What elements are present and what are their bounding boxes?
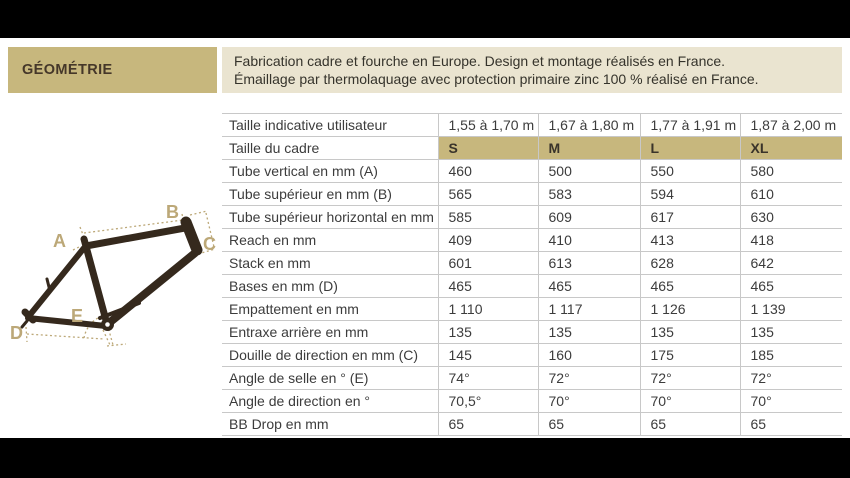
- row-value: 628: [640, 252, 740, 275]
- row-value: 74°: [438, 367, 538, 390]
- row-label: Douille de direction en mm (C): [222, 344, 438, 367]
- row-value: 585: [438, 206, 538, 229]
- row-value: 617: [640, 206, 740, 229]
- row-value: 594: [640, 183, 740, 206]
- row-value: 185: [740, 344, 842, 367]
- row-value: 583: [538, 183, 640, 206]
- row-label: Angle de selle en ° (E): [222, 367, 438, 390]
- row-value: 1 110: [438, 298, 538, 321]
- row-value: 465: [740, 275, 842, 298]
- bottom-black-bar: [0, 438, 850, 478]
- row-value: 550: [640, 160, 740, 183]
- row-label: Reach en mm: [222, 229, 438, 252]
- section-title: GÉOMÉTRIE: [22, 62, 113, 78]
- bike-frame-diagram: [0, 180, 225, 350]
- table-row-user-size: [222, 114, 842, 137]
- description-line-2: Émaillage par thermolaquage avec protection primaire zinc 100 % réalisé en France.: [234, 71, 759, 87]
- row-label: Tube supérieur en mm (B): [222, 183, 438, 206]
- row-value: 1,55 à 1,70 m: [438, 114, 538, 137]
- top-black-bar: [0, 0, 850, 38]
- geometry-table: [222, 113, 842, 436]
- row-value: 70,5°: [438, 390, 538, 413]
- diagram-label-e: E: [71, 306, 84, 326]
- frame-outline: [22, 222, 197, 331]
- row-value: 160: [538, 344, 640, 367]
- row-value: 610: [740, 183, 842, 206]
- row-label: Empattement en mm: [222, 298, 438, 321]
- row-value: 72°: [740, 367, 842, 390]
- row-label: Entraxe arrière en mm: [222, 321, 438, 344]
- table-row: [222, 413, 842, 436]
- section-title-box: [8, 47, 217, 93]
- table-row: [222, 321, 842, 344]
- row-value: 565: [438, 183, 538, 206]
- row-value: 460: [438, 160, 538, 183]
- row-value: 135: [640, 321, 740, 344]
- row-value: 1 126: [640, 298, 740, 321]
- row-value: 418: [740, 229, 842, 252]
- frame-size-cell: S: [438, 137, 538, 160]
- description-line-1: Fabrication cadre et fourche en Europe. Design et montage réalisés en France.: [234, 53, 726, 69]
- fabrication-description-box: [222, 47, 842, 93]
- row-value: 1,77 à 1,91 m: [640, 114, 740, 137]
- table-row-frame-size: [222, 137, 842, 160]
- row-value: 72°: [538, 367, 640, 390]
- table-row: [222, 298, 842, 321]
- row-value: 145: [438, 344, 538, 367]
- table-row: [222, 367, 842, 390]
- row-value: 1,67 à 1,80 m: [538, 114, 640, 137]
- row-value: 409: [438, 229, 538, 252]
- row-label: Tube supérieur horizontal en mm: [222, 206, 438, 229]
- frame-size-cell: M: [538, 137, 640, 160]
- row-value: 413: [640, 229, 740, 252]
- row-value: 135: [538, 321, 640, 344]
- row-label: Bases en mm (D): [222, 275, 438, 298]
- frame-size-cell: L: [640, 137, 740, 160]
- row-value: 70°: [538, 390, 640, 413]
- table-row: [222, 206, 842, 229]
- table-row: [222, 160, 842, 183]
- row-value: 70°: [640, 390, 740, 413]
- row-label: Taille du cadre: [222, 137, 438, 160]
- row-label: Taille indicative utilisateur: [222, 114, 438, 137]
- row-value: 465: [640, 275, 740, 298]
- row-value: 1 117: [538, 298, 640, 321]
- row-value: 65: [538, 413, 640, 436]
- row-value: 65: [438, 413, 538, 436]
- row-value: 613: [538, 252, 640, 275]
- row-value: 500: [538, 160, 640, 183]
- row-value: 135: [438, 321, 538, 344]
- row-value: 70°: [740, 390, 842, 413]
- diagram-label-a: A: [53, 231, 66, 251]
- table-row: [222, 390, 842, 413]
- row-value: 65: [740, 413, 842, 436]
- row-label: Stack en mm: [222, 252, 438, 275]
- row-value: 601: [438, 252, 538, 275]
- diagram-label-c: C: [203, 234, 216, 254]
- table-row: [222, 252, 842, 275]
- row-value: 1,87 à 2,00 m: [740, 114, 842, 137]
- table-row: [222, 229, 842, 252]
- row-label: BB Drop en mm: [222, 413, 438, 436]
- section-header: [8, 47, 842, 93]
- row-value: 410: [538, 229, 640, 252]
- table-row: [222, 183, 842, 206]
- row-label: Angle de direction en °: [222, 390, 438, 413]
- table-row: [222, 344, 842, 367]
- row-value: 135: [740, 321, 842, 344]
- row-value: 65: [640, 413, 740, 436]
- row-value: 465: [538, 275, 640, 298]
- frame-size-cell: XL: [740, 137, 842, 160]
- row-value: 465: [438, 275, 538, 298]
- diagram-label-d: D: [10, 323, 23, 343]
- row-label: Tube vertical en mm (A): [222, 160, 438, 183]
- row-value: 175: [640, 344, 740, 367]
- row-value: 72°: [640, 367, 740, 390]
- diagram-label-b: B: [166, 202, 179, 222]
- row-value: 1 139: [740, 298, 842, 321]
- row-value: 630: [740, 206, 842, 229]
- row-value: 580: [740, 160, 842, 183]
- row-value: 609: [538, 206, 640, 229]
- table-row: [222, 275, 842, 298]
- geometry-table-container: [222, 113, 842, 436]
- row-value: 642: [740, 252, 842, 275]
